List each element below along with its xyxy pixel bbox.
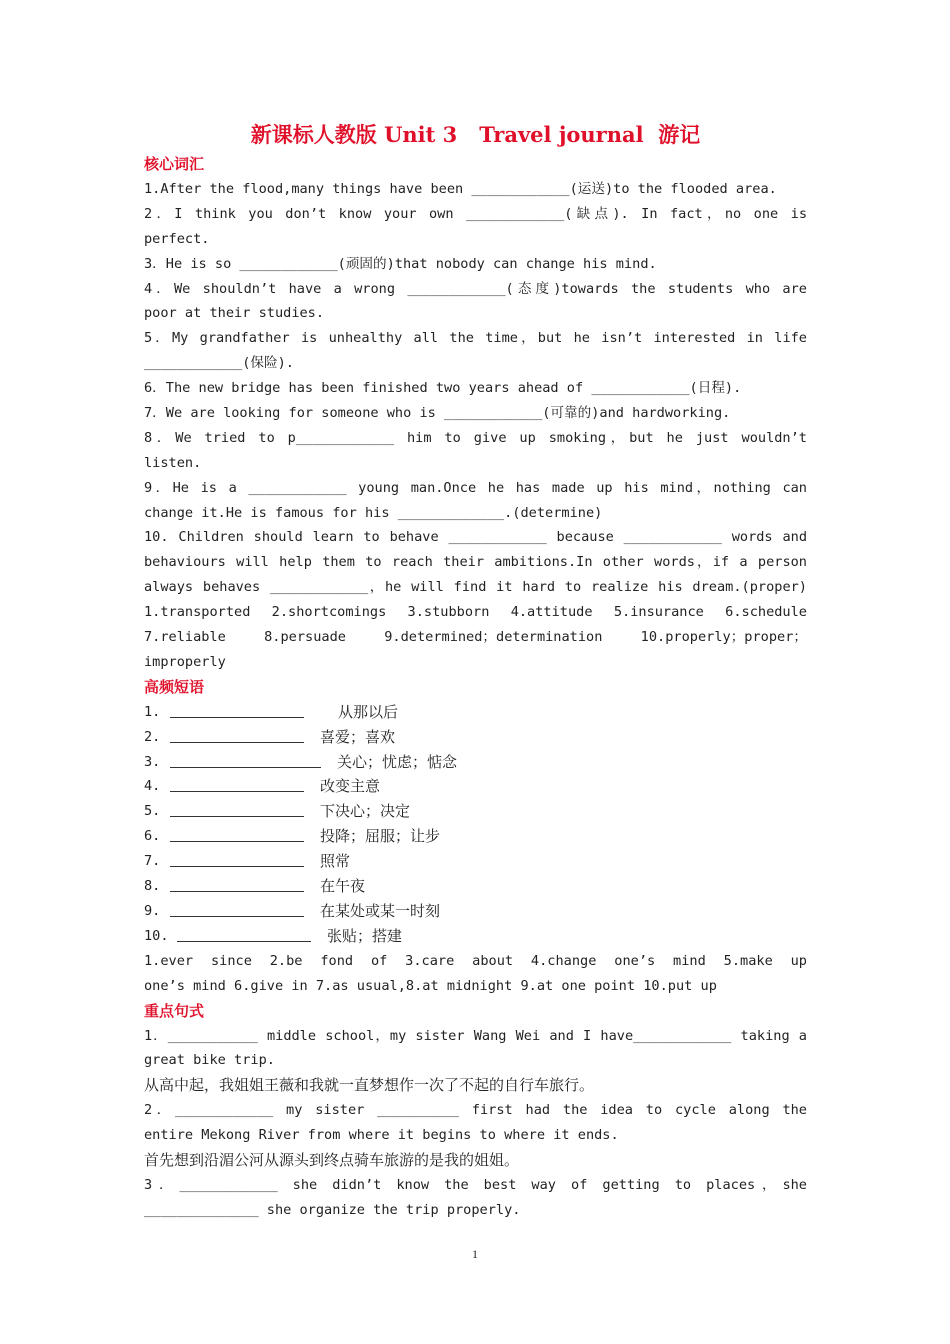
worksheet-page [144,118,807,1223]
sentence-translation: 首先想到沿湄公河从源头到终点骑车旅游的是我的姐姐。 [144,1150,520,1169]
vocab-line: behaviours will help them to reach their ambitions.In other words，if a person [144,554,807,571]
vocab-line: 9．He is a ____________ young man.Once he has made up his mind，nothing can [144,479,807,496]
phrase-item [144,799,807,824]
phrase-item [144,924,807,949]
phrase-meaning: 喜爱；喜欢 [320,727,396,746]
sentence-line: 2．____________ my sister __________ first had the idea to cycle along the [144,1102,807,1119]
vocab-line: poor at their studies. [144,305,325,322]
sentence-line: 1．___________ middle school，my sister Wang Wei and I have____________ taking a [144,1027,807,1044]
answer-blank[interactable] [170,725,304,743]
answer-blank[interactable] [170,899,304,917]
phrase-number: 2. [144,728,161,745]
phrase-item [144,874,807,899]
section-heading-vocab: 核心词汇 [144,155,205,173]
phrase-number: 4. [144,778,161,795]
phrase-meaning: 关心；忧虑；惦念 [337,752,458,771]
vocab-line: 3．He is so ____________(顽固的)that nobody can change his mind. [144,255,657,272]
sentence-exercises [144,1024,807,1223]
answer-blank[interactable] [170,874,304,892]
vocab-answers [144,600,807,675]
vocab-line: 4．We shouldn’t have a wrong ____________(态度)towards the students who are [144,280,807,297]
sentence-line: great bike trip. [144,1052,275,1069]
page-title: 新课标人教版 Unit 3 Travel journal 游记 [250,122,701,147]
answer-blank[interactable] [170,799,304,817]
phrase-meaning: 张贴；搭建 [327,926,403,945]
answer-line: 1.ever since 2.be fond of 3.care about 4.change one’s mind 5.make up [144,952,807,969]
phrase-number: 7. [144,853,161,870]
vocab-line: 10. Children should learn to behave ____________ because ____________ words and [144,529,807,546]
phrase-meaning: 照常 [320,852,351,871]
answer-blank[interactable] [170,824,304,842]
phrase-number: 6. [144,828,161,845]
vocab-line: ____________(保险). [144,355,294,372]
answer-blank[interactable] [170,700,304,718]
vocab-line: listen. [144,454,202,471]
answer-line: 1.transported 2.shortcomings 3.stubborn 4.attitude 5.insurance 6.schedule [144,604,807,621]
section-heading-phrases: 高频短语 [144,677,205,696]
phrase-meaning: 在午夜 [320,877,366,896]
phrase-number: 10. [144,927,169,944]
answer-blank[interactable] [177,924,311,942]
answer-line: improperly [144,653,226,670]
phrase-item [144,750,807,775]
phrase-meaning: 在某处或某一时刻 [320,901,441,920]
sentence-line: entire Mekong River from where it begins to where it ends. [144,1127,619,1144]
vocab-line: change it.He is famous for his _____________.(determine) [144,504,603,521]
phrase-item [144,725,807,750]
phrase-number: 9. [144,902,161,919]
phrase-answers [144,949,807,999]
phrase-meaning: 改变主意 [320,777,381,796]
vocab-line: 6．The new bridge has been finished two years ahead of ____________(日程). [144,380,742,397]
sentence-line: 3．____________ she didn’t know the best way of getting to places，she [144,1176,807,1193]
phrase-item [144,899,807,924]
phrase-number: 8. [144,878,161,895]
vocab-line: 1.After the flood,many things have been ____________(运送)to the flooded area. [144,181,777,197]
vocab-line: 5．My grandfather is unhealthy all the time，but he isn’t interested in life [144,330,807,347]
phrase-number: 1. [144,703,161,720]
phrase-item [144,824,807,849]
vocab-line: always behaves ____________，he will find it hard to realize his dream.(proper) [144,579,807,596]
phrase-number: 5. [144,803,161,820]
vocab-line: perfect. [144,230,210,247]
vocab-line: 8．We tried to p____________ him to give up smoking，but he just wouldn’t [144,429,807,446]
phrase-exercises [144,700,807,949]
page-number: 1 [472,1247,478,1261]
answer-blank[interactable] [170,750,321,768]
phrase-item [144,700,807,725]
answer-blank[interactable] [170,849,304,867]
section-heading-sentences: 重点句式 [144,1001,205,1020]
answer-blank[interactable] [170,774,304,792]
phrase-meaning: 下决心；决定 [320,802,411,821]
phrase-item [144,849,807,874]
answer-line: 7.reliable 8.persuade 9.determined；determination 10.properly；proper； [144,629,807,646]
vocab-line: 2．I think you don’t know your own ____________(缺点). In fact，no one is [144,205,807,222]
phrase-number: 3. [144,753,161,770]
vocab-exercises [144,177,807,600]
sentence-line: ______________ she organize the trip properly. [144,1201,521,1218]
phrase-item [144,774,807,799]
sentence-translation: 从高中起，我姐姐王薇和我就一直梦想作一次了不起的自行车旅行。 [144,1076,595,1095]
answer-line: one’s mind 6.give in 7.as usual,8.at midnight 9.at one point 10.put up [144,977,717,994]
vocab-line: 7．We are looking for someone who is ____________(可靠的)and hardworking. [144,405,731,422]
phrase-meaning: 从那以后 [338,702,399,721]
phrase-meaning: 投降；屈服；让步 [320,827,441,846]
